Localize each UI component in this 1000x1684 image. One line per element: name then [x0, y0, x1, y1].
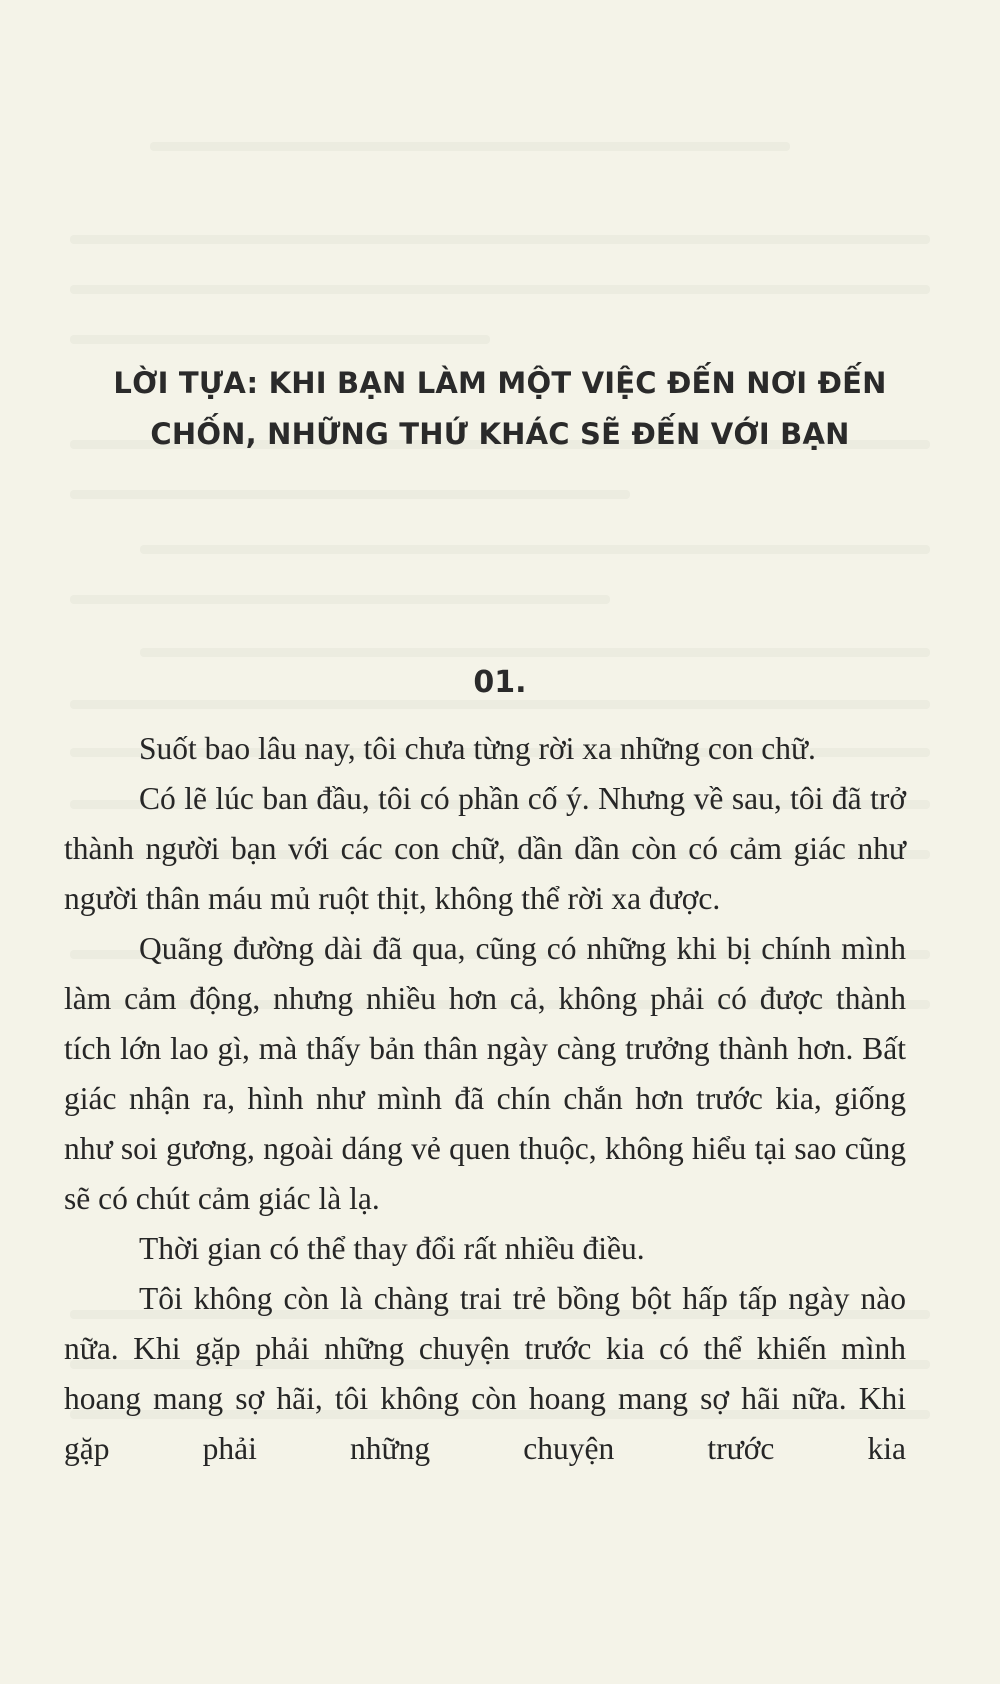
body-text: [64, 724, 906, 1474]
paragraph: Quãng đường dài đã qua, cũng có những khi bị chính mình làm cảm động, nhưng nhiều hơn cả, không phải có được thành tích lớn lao gì, mà thấy bản thân ngày càng trưởng thành hơn. Bất giác nhận ra, hình như mình đã chín chắn hơn trước kia, giống như soi gương, ngoài dáng vẻ quen thuộc, không hiểu tại sao cũng sẽ có chút cảm giác là lạ.: [64, 931, 906, 1216]
paragraph: Thời gian có thể thay đổi rất nhiều điều.: [139, 1231, 645, 1266]
chapter-title-line-2: CHỐN, NHỮNG THỨ KHÁC SẼ ĐẾN VỚI BẠN: [150, 417, 850, 451]
section-number: 01.: [473, 665, 527, 700]
chapter-title-line-1: LỜI TỰA: KHI BẠN LÀM MỘT VIỆC ĐẾN NƠI ĐẾN: [113, 366, 887, 400]
paragraph: Tôi không còn là chàng trai trẻ bồng bột hấp tấp ngày nào nữa. Khi gặp phải những chuyện trước kia có thể khiến mình hoang mang sợ hãi, tôi không còn hoang mang sợ hãi nữa. Khi gặp phải những chuyện trước kia: [64, 1281, 906, 1466]
paragraph: Có lẽ lúc ban đầu, tôi có phần cố ý. Nhưng về sau, tôi đã trở thành người bạn với các con chữ, dần dần còn có cảm giác như người thân máu mủ ruột thịt, không thể rời xa được.: [64, 781, 906, 916]
chapter-title: [100, 358, 900, 460]
paragraph: Suốt bao lâu nay, tôi chưa từng rời xa những con chữ.: [139, 731, 816, 766]
